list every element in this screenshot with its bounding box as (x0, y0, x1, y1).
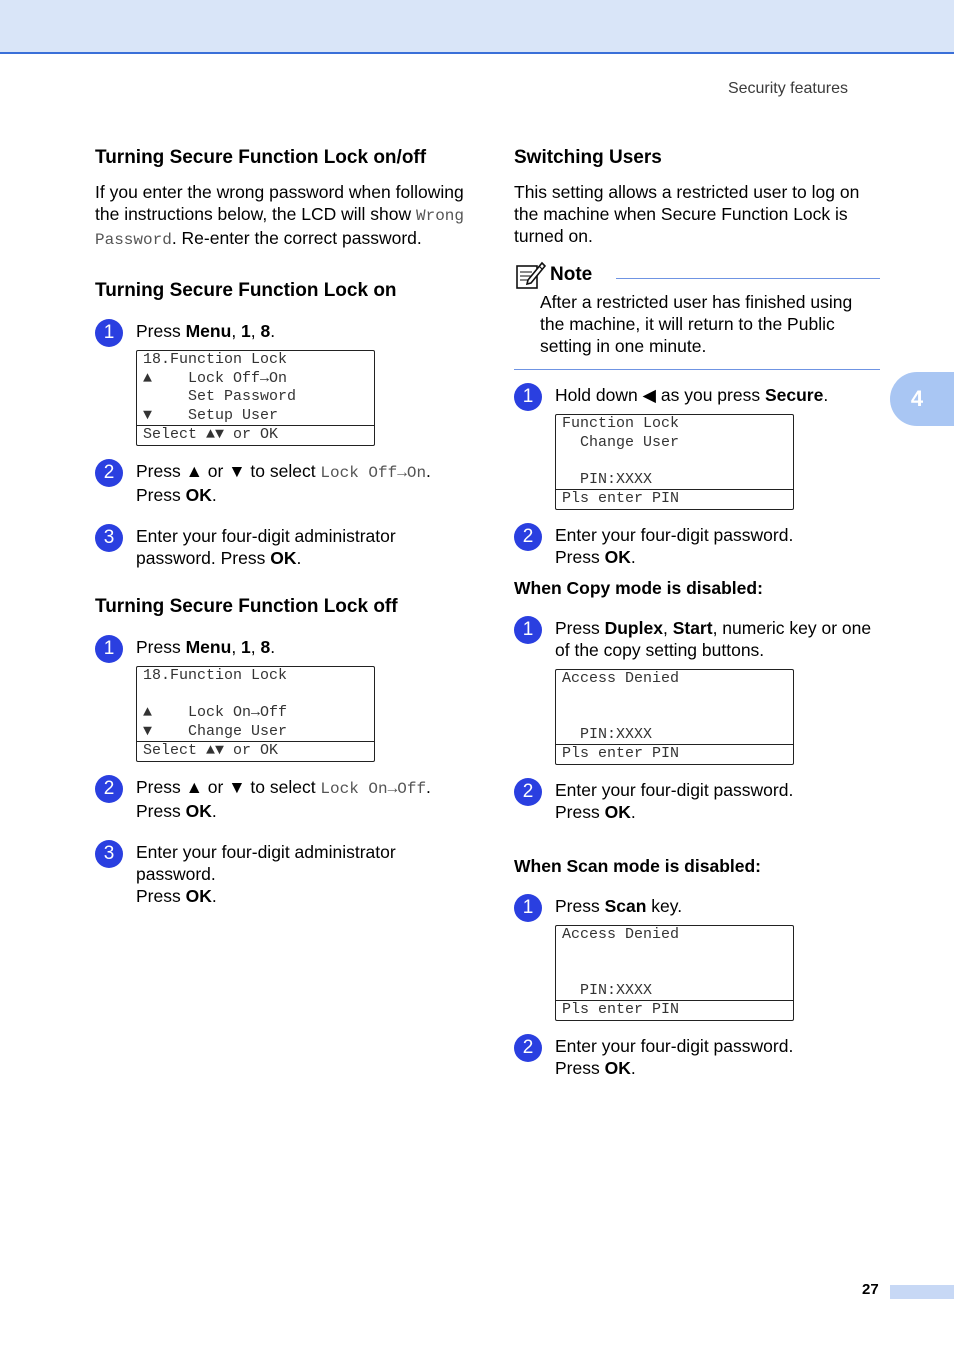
lcd-line: PIN:XXXX (562, 725, 653, 743)
lcd-line (562, 452, 787, 471)
step: 1 Press Scan key. (514, 895, 886, 917)
step-number: 3 (95, 524, 123, 552)
lcd-line (562, 963, 787, 982)
left-column (95, 146, 470, 907)
subsection-title: When Scan mode is disabled: (514, 856, 761, 876)
lcd-line: Set Password (143, 388, 297, 405)
lcd-status-bar: Select ▲▼ or OK (137, 425, 374, 445)
header-band (0, 0, 954, 54)
lcd-line: ▼ Change User (143, 722, 288, 740)
section-title: Turning Secure Function Lock on (95, 280, 397, 301)
step: 2 Enter your four-digit password. Press OK. (514, 1035, 886, 1079)
note-rule (616, 278, 880, 279)
lcd-status-bar: Pls enter PIN (556, 744, 793, 764)
step-number: 1 (514, 894, 542, 922)
step: 2 Press ▲ or ▼ to select Lock On→Off. Press OK. (95, 776, 470, 822)
note-body: After a restricted user has finished using the machine, it will return to the Public setting in one minute. (540, 292, 853, 356)
step: 1 Press Menu, 1, 8. (95, 636, 470, 658)
step: 3 Enter your four-digit administrator password. Press OK. (95, 841, 470, 907)
running-head: Security features (727, 80, 848, 97)
step-number: 1 (514, 383, 542, 411)
lcd-line: PIN:XXXX (562, 470, 653, 488)
lcd-line: ▲ Lock Off→On (143, 369, 288, 387)
lcd-line (562, 689, 787, 708)
section-body: This setting allows a restricted user to log on the machine when Secure Function Lock is turned on. (514, 182, 860, 246)
lcd-line: Function Lock (562, 415, 680, 432)
lcd-line: ▲ Lock On→Off (143, 704, 288, 721)
right-column (514, 146, 886, 1079)
lcd-line (143, 686, 368, 705)
step-number: 2 (95, 459, 123, 487)
section-body: If you enter the wrong password when following the instructions below, the LCD will show Wrong Password. Re-enter the correct password. (95, 182, 464, 249)
lcd-display (555, 669, 794, 765)
section-title: Turning Secure Function Lock on/off (95, 147, 427, 168)
note-title: Note (550, 264, 593, 285)
lcd-line: ▼ Setup User (143, 406, 279, 424)
lcd-display (136, 666, 375, 762)
lcd-status-bar: Pls enter PIN (556, 1000, 793, 1020)
step: 1 Press Duplex, Start, numeric key or one of the copy setting buttons. (514, 617, 886, 661)
step-number: 1 (95, 635, 123, 663)
lcd-display (136, 350, 375, 446)
step-number: 3 (95, 840, 123, 868)
step-number: 2 (95, 775, 123, 803)
step: 1 Press Menu, 1, 8. (95, 320, 470, 342)
lcd-display (555, 414, 794, 510)
step: 2 Press ▲ or ▼ to select Lock Off→On. Press OK. (95, 460, 470, 506)
lcd-line (562, 945, 787, 964)
lcd-line: PIN:XXXX (562, 981, 653, 999)
lcd-line: 18.Function Lock (143, 351, 288, 368)
lcd-line: Change User (562, 433, 680, 451)
lcd-status-bar: Pls enter PIN (556, 489, 793, 509)
section-title: Turning Secure Function Lock off (95, 596, 398, 617)
step-number: 1 (95, 319, 123, 347)
lcd-status-bar: Select ▲▼ or OK (137, 741, 374, 761)
page-number-bar (890, 1285, 954, 1299)
page-number: 27 (862, 1281, 879, 1298)
step: 2 Enter your four-digit password. Press OK. (514, 524, 886, 568)
lcd-text: Lock Off→On (320, 464, 427, 482)
lcd-line: Access Denied (562, 670, 680, 687)
step-number: 2 (514, 778, 542, 806)
lcd-text: Wrong Password (95, 207, 464, 249)
lcd-line: Access Denied (562, 926, 680, 943)
lcd-display (555, 925, 794, 1021)
step: 1 Hold down ◀ as you press Secure. (514, 384, 886, 406)
step-number: 2 (514, 523, 542, 551)
note-box (514, 259, 880, 370)
lcd-line (562, 707, 787, 726)
step: 2 Enter your four-digit password. Press OK. (514, 779, 886, 823)
lcd-line: 18.Function Lock (143, 667, 288, 684)
chapter-tab: 4 (890, 372, 954, 426)
section-title: Switching Users (514, 147, 662, 168)
step-number: 2 (514, 1034, 542, 1062)
subsection-title: When Copy mode is disabled: (514, 578, 763, 598)
note-pencil-icon (514, 260, 546, 290)
step: 3 Enter your four-digit administrator password. Press OK. (95, 525, 470, 569)
step-number: 1 (514, 616, 542, 644)
lcd-text: Lock On→Off (320, 780, 427, 798)
